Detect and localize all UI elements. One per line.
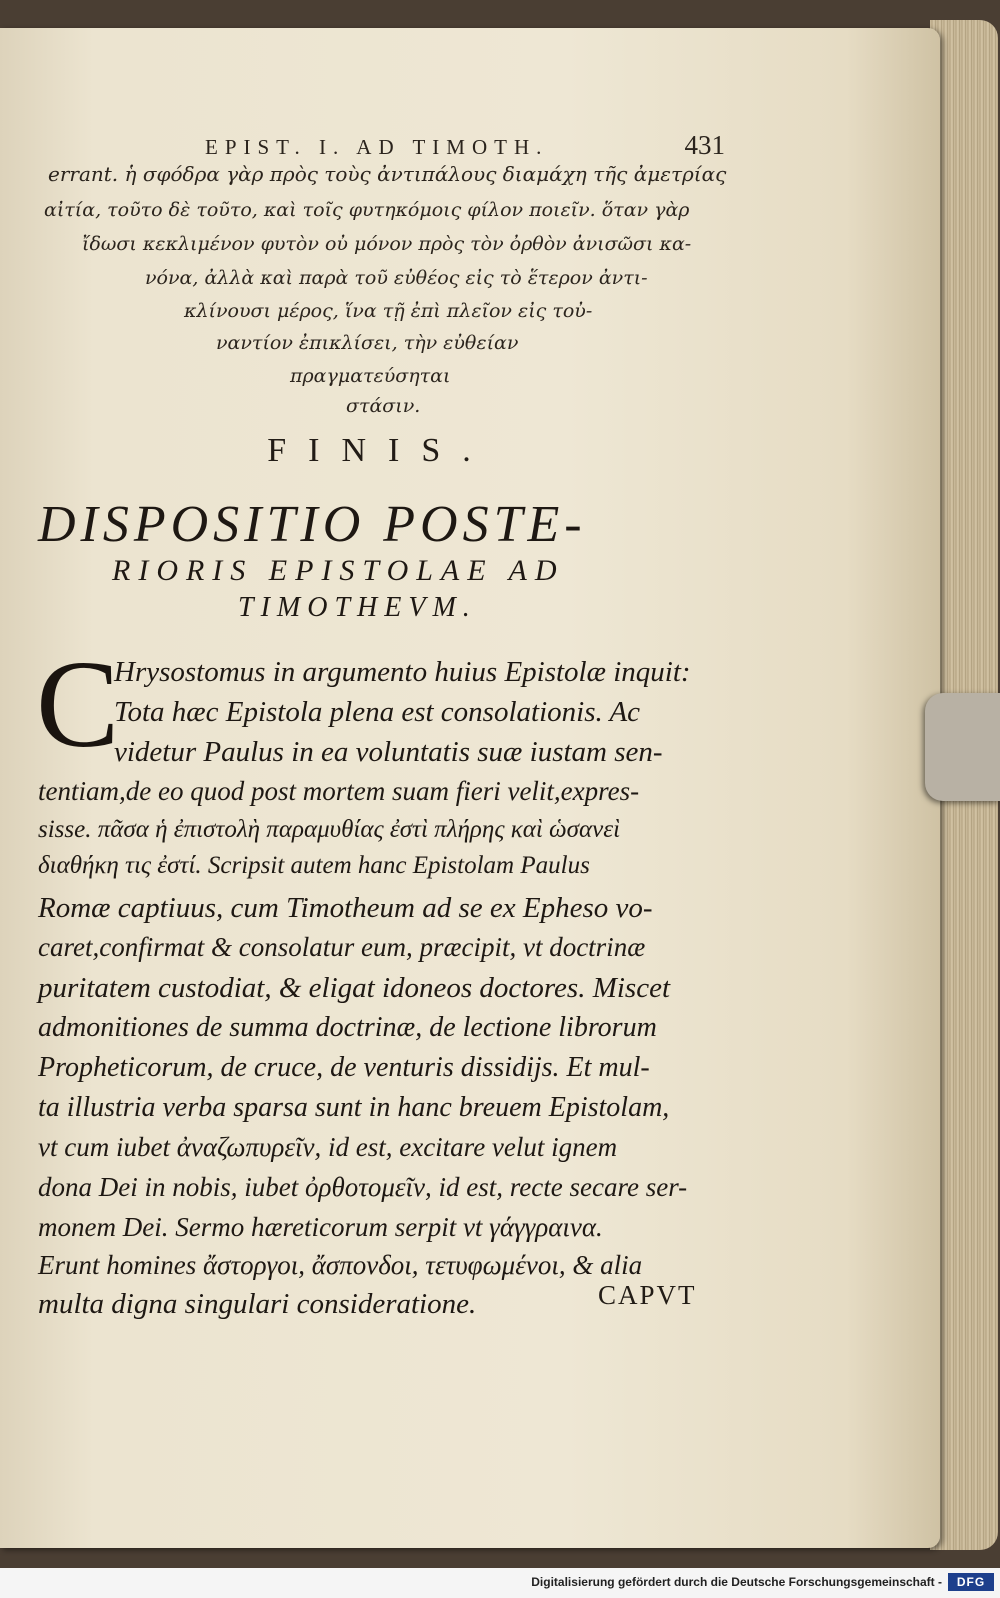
section-title-line: RIORIS EPISTOLAE AD (112, 554, 565, 587)
drop-cap: C (36, 636, 120, 774)
greek-line: ἴδωσι κεκλιμένον φυτὸν οὐ μόνον πρὸς τὸν ὀρθὸν ἀνισῶσι κα- (82, 233, 692, 255)
body-line: διαθήκη τις ἐστί. Scripsit autem hanc Epistolam Paulus (38, 852, 590, 879)
body-line: monem Dei. Sermo hæreticorum serpit vt γάγγραινα. (38, 1212, 603, 1242)
body-line: caret,confirmat & consolatur eum, præcipit, vt doctrinæ (38, 932, 646, 962)
greek-line: errant. ἡ σφόδρα γὰρ πρὸς τοὺς ἀντιπάλους διαμάχη τῆς ἀμετρίας (48, 162, 727, 186)
body-line: ta illustria verba sparsa sunt in hanc breuem Epistolam, (38, 1092, 670, 1123)
bookmark-tab (925, 693, 1000, 801)
section-title-line: DISPOSITIO POSTE- (38, 496, 587, 553)
funding-credit: Digitalisierung gefördert durch die Deutsche Forschungsgemeinschaft - (531, 1575, 942, 1589)
body-line: puritatem custodiat, & eligat idoneos doctores. Miscet (38, 972, 671, 1004)
body-line: vt cum iubet ἀναζωπυρεῖν, id est, excitare velut ignem (38, 1132, 618, 1162)
body-line: tentiam,de eo quod post mortem suam fieri velit,expres- (38, 776, 640, 806)
body-line: admonitiones de summa doctrinæ, de lectione librorum (38, 1012, 657, 1043)
greek-line: ναντίον ἐπικλίσει, τὴν εὐθείαν (216, 332, 519, 354)
body-line: Romæ captiuus, cum Timotheum ad se ex Epheso vo- (38, 892, 653, 924)
greek-line: πραγματεύσηται (290, 365, 451, 387)
body-line: videtur Paulus in ea voluntatis suæ iustam sen- (114, 736, 663, 768)
finis-heading: FINIS. (267, 432, 493, 469)
section-title-line: TIMOTHEVM. (238, 592, 477, 623)
running-header (205, 130, 725, 161)
greek-line: κλίνουσι μέρος, ἵνα τῇ ἐπὶ πλεῖον εἰς τοὐ- (184, 300, 593, 322)
catchword: CAPVT (598, 1280, 697, 1310)
body-line: Tota hæc Epistola plena est consolationis. Ac (114, 696, 641, 728)
running-title: EPIST. I. AD TIMOTH. (205, 135, 549, 159)
body-line: multa digna singulari consideratione. (38, 1288, 477, 1320)
greek-line: στάσιν. (346, 395, 421, 417)
page-number: 431 (684, 130, 725, 160)
body-line: Erunt homines ἄστοργοι, ἄσπονδοι, τετυφωμένοι, & alia (38, 1250, 643, 1280)
greek-line: αἰτία, τοῦτο δὲ τοῦτο, καὶ τοῖς φυτηκόμοις φίλον ποιεῖν. ὅταν γὰρ (44, 199, 690, 221)
body-line: dona Dei in nobis, iubet ὀρθοτομεῖν, id est, recte secare ser- (38, 1172, 688, 1202)
body-line: Hrysostomus in argumento huius Epistolæ inquit: (114, 656, 691, 688)
body-line: sisse. πᾶσα ἡ ἐπιστολὴ παραμυθίας ἐστὶ πλήρης καὶ ὡσανεὶ (38, 816, 621, 843)
dfg-logo: DFG (948, 1573, 994, 1591)
body-line: Propheticorum, de cruce, de venturis dissidijs. Et mul- (38, 1052, 650, 1083)
greek-line: νόνα, ἀλλὰ καὶ παρὰ τοῦ εὐθέος εἰς τὸ ἕτερον ἀντι- (145, 267, 648, 289)
footer-bar (0, 1568, 1000, 1598)
